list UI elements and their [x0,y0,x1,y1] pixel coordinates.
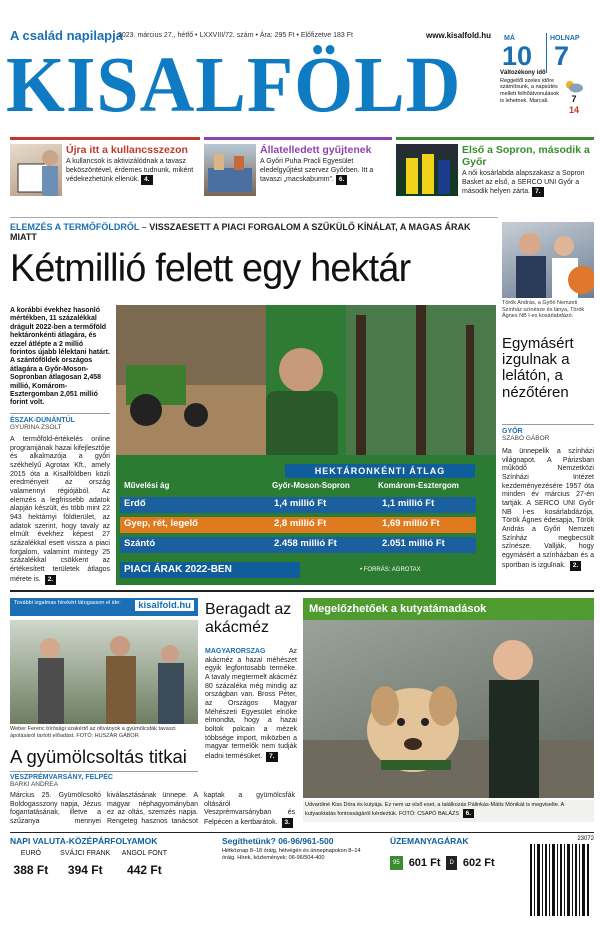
fx-value: 442 Ft [127,863,162,877]
row-a-1: 2,8 millió Ft [274,518,327,529]
row-b-0: 1,1 millió Ft [382,498,435,509]
infographic-footer: PIACI ÁRAK 2022-BEN [120,562,300,578]
fx-value: 394 Ft [67,863,103,877]
right-more[interactable]: 2. [570,561,581,571]
fx-box [10,836,170,877]
cloud-sun-icon [563,78,585,94]
row-a-0: 1,4 millió Ft [274,498,327,509]
fruit-caption: Weber Ferenc bírósági szakértő az oltványok a gyümölcsfák tavaszi ápolásáról tartott előadást. FOTÓ: HUSZÁR GÁBOR [10,726,176,739]
acacia-body [205,648,297,824]
acacia-headline[interactable]: Beragadt az akácméz [205,601,292,636]
fuel-title: ÜZEMANYAGÁRAK [390,836,469,846]
dog-caption-text: Udvardiné Kiss Dóra és kutyája. Ez nem az első eset, a találkozás Pálinkás-Mátis Mónikát is megviselte. A kutyaoktatás fontosságáról kérdeztük. FOTÓ: CSAPÓ BALÁZS [305,802,564,817]
fuel-value: 602 Ft [462,857,495,869]
footer-divider [10,832,594,833]
teaser-text-1: A kullancsok is aktivizálódnak a tavasz beköszöntével, érdemes tudnunk, miként védekezhetünk ellenük. [66,158,194,184]
fx-name: SVÁJCI FRANK [60,850,111,857]
fruit-photo [10,620,198,724]
site-ad[interactable] [10,598,198,616]
right-photo-caption: Török András, a Győri Nemzeti Színház színésze és lánya, Török Ágnes NB I-es kosárlabdázó. [502,300,585,320]
lead-paragraph: A korábbi évekhez hasonló mértékben, 11 százalékkal drágult 2022-ben a termőföld hektáronkénti átlagára, és ezzel átlépte a 2 millió forintos újabb lélektani határt. A szántóföldek országos átlagára a Győr-Moson-Sopronban átlagosan 2,458 millió, Komárom-Esztergomban 2,051 millió forint volt. [10,307,110,407]
right-body [502,448,594,571]
col-header-1: Győr-Moson-Sopron [272,481,350,490]
lead-headline[interactable]: Kétmillió felett egy hektár [10,247,411,290]
right-headline[interactable]: Egymásért izgulnak a lelátón, a nézőtéren [502,335,574,401]
weather-text: Reggeltől szeles időre számítsunk, a napsütés mellett felhőátvonulások is lehetnek. Marcali. [500,77,560,105]
teaser-1[interactable] [10,137,200,195]
infographic-header-row [120,480,476,494]
masthead: KISALFÖLD [6,42,462,129]
dog-caption [303,800,594,822]
teaser-page-1[interactable]: 4. [141,175,152,185]
weather-temp-hi: 14 [568,104,579,115]
weather [500,70,596,116]
dog-photo [303,620,594,798]
right-section: GYŐR [502,428,523,435]
lead-body [10,436,110,585]
ad-site[interactable]: kisalfold.hu [135,600,194,611]
fruit-body [10,792,295,832]
right-body-text: Ma ünnepelik a színházi világnapot. A Párizsban működő Nemzetközi Színházi Intézet kezdeményezésére 1957 óta minden év március 27-én tartják. A SERCO UNI Győr NB I-es kosárlabdázója, Török Ágnes édesapja, Török András a Győri Nemzeti Színház megbecsült színésze. Vallják, hogy egymásért a színházban és a sportban is izgulnak. [502,448,594,569]
date-day2: 7 [554,41,570,71]
fruit-author: BARKI ANDREA [10,781,59,788]
barcode [528,836,594,936]
teaser-text-3: A női kosárlabda alapszakasz a Sopron Basket az első, a SERCO UNI Győr a második helyen zárta. [462,170,585,196]
fuel-box [390,836,510,870]
help-box [222,836,362,862]
row-label-2: Szántó [124,538,156,549]
fx-name: ANGOL FONT [121,850,168,857]
infographic-row-erdo [120,497,476,513]
fx-value: 388 Ft [13,863,49,877]
help-text: Hétköznap 8–18 óráig, hétvégén és ünnepnapokon 8–14 óráig. Hírek, közlemények: 06-96/504-400 [222,848,361,861]
weather-title: Változékony idő [500,70,546,76]
date-divider [546,33,547,73]
row-a-2: 2.458 millió Ft [274,538,337,549]
fx-euro [10,850,52,877]
right-byline [502,424,594,442]
infographic-row-szanto [120,537,476,553]
dog-headline[interactable]: Megelőzhetőek a kutyatámadások [303,598,594,620]
acacia-more[interactable]: 7. [266,752,277,762]
lead-byline [10,413,110,431]
section-divider [10,590,594,592]
lead-author: GYURINA ZSOLT [10,424,62,431]
fx-chf [58,850,113,877]
fx-title: NAPI VALUTA-KÖZÉPÁRFOLYAMOK [10,836,158,846]
infographic-source: • FORRÁS: AGROTAX [360,567,421,573]
barcode-icon [528,842,590,922]
right-author: SZABÓ GÁBOR [502,435,550,442]
fuel-pump-icon: D [446,856,456,870]
row-label-0: Erdő [124,498,146,509]
weather-temp-lo: 7 [571,93,577,104]
teaser-photo-2 [204,144,256,196]
fuel-pump-icon: 95 [390,856,403,870]
fruit-byline [10,771,198,788]
col-header-0: Művelési ág [124,481,170,490]
fx-name: EURÓ [20,850,41,857]
infographic-title: HEKTÁRONKÉNTI ÁTLAG [285,464,475,478]
acacia-section: MAGYARORSZÁG [205,648,266,655]
fruit-headline[interactable]: A gyümölcsoltás titkai [10,746,187,767]
teaser-page-3[interactable]: 7. [532,187,543,197]
kicker-prefix: ELEMZÉS A TERMŐFÖLDRŐL – [10,222,147,232]
teaser-photo-3 [396,144,458,196]
fruit-body-text: Március 25. Gyümölcsoltó Boldogasszony napja, Jézus fogantatásának, illetve a szűzanya mennyei kiválasztásának ünnepe. A magyar néphagyományban ez az oltás, szemzés napja. Rengeteg hasznos tanácsot kaptak a gyümölcsfák oltásáról Veszprémvarsányban és Felpécen a kertbarátok. [10,792,295,827]
right-photo [502,222,594,298]
teaser-text-2: A Győri Puha Pracli Egyesület eledelgyűjtést szervez Győrben. Itt a tavaszi „macskabumm”. [260,158,374,184]
teaser-3[interactable] [396,137,594,195]
teaser-title-3: Első a Sopron, második a Győr [462,144,590,168]
site-link[interactable]: www.kisalfold.hu [426,31,492,40]
dog-more[interactable]: 6. [463,809,474,819]
lead-section: ÉSZAK-DUNÁNTÚL [10,417,75,424]
lead-body-text: A termőföld-értékelés online programjának hazai kifejlesztője és alkalmazója a győri székhelyű Agrotax Kft., amely 2015 óta a Kisalföldben közli eredményeit az ország valamennyi régiójából. Az elemzés a legfrissebb adatok alapján készült, és több mint 22 943 hektárnyi földterület, az adatok szerint, hogy tavaly az elmúlt évekhez képest 27 százalékkal esett vissza a piaci forgalom, valamint mintegy 25 százalékkal csökkent az értékesített területek átlagos mérete is. [10,436,110,583]
row-b-2: 2.051 millió Ft [382,538,445,549]
row-b-1: 1,69 millió Ft [382,518,440,529]
row-label-1: Gyep, rét, legelő [124,518,198,529]
dateline: 2023. március 27., hétfő • LXXVIII/72. szám • Ára: 295 Ft • Előfizetve 183 Ft [118,32,353,39]
lead-kicker [10,217,498,242]
teaser-2[interactable] [204,137,392,195]
ad-text: További izgalmas hírekért látogasson el ide: [14,600,121,606]
date-week-label: HOLNAP [550,35,580,42]
acacia-body-text: Az akácméz a hazai méhészet egyik legfontosabb terméke. A tavaly megtermelt akácméz 80 százaléka még mindig az országban van. Bross Péter, az Országos Magyar Méhészeti Egyesület elnöke elmondta, hogy a hazai boltok polcain a mézek többsége import, miközben a magyar termelők nem tudják eladni termésüket. [205,648,297,761]
barcode-number: 23072 [577,836,594,842]
infographic-row-gyep [120,517,476,533]
help-title[interactable]: Segíthetünk? 06-96/961-500 [222,836,334,846]
fruit-section: VESZPRÉMVARSÁNY, FELPÉC [10,774,113,781]
teaser-title-1: Újra itt a kullancsszezon [66,144,188,156]
date-month-label: MÁ [504,35,515,42]
teaser-photo-1 [10,144,62,196]
date-day: 10 [502,41,533,71]
fuel-value: 601 Ft [408,857,441,869]
fruit-more[interactable]: 3. [282,818,293,828]
teaser-title-2: Állatelledett gyűjtenek [260,144,372,156]
tagline: A család napilapja [10,28,123,43]
fx-gbp [119,850,170,877]
teaser-page-2[interactable]: 6. [336,175,347,185]
lead-more[interactable]: 2. [45,575,56,585]
col-header-2: Komárom-Esztergom [378,481,459,490]
kicker-rest: VISSZAESETT A PIACI FORGALOM A SZŰKÜLŐ KÍNÁLAT, A MAGAS ÁRAK MIATT [10,222,471,242]
